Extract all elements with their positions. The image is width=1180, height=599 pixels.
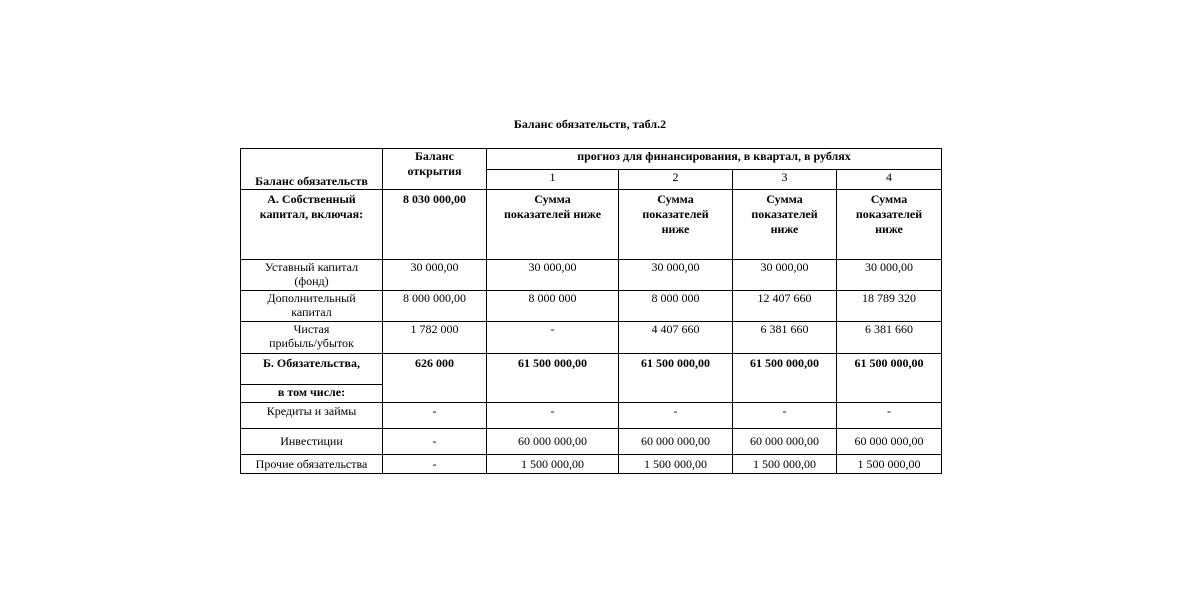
section-a-q1-line2: показателей ниже [503, 207, 602, 221]
row-q2: 4 407 660 [619, 322, 733, 354]
row-q2: 60 000 000,00 [619, 429, 733, 455]
table-row [241, 429, 942, 455]
row-q2: - [619, 403, 733, 429]
row-q1: 8 000 000 [487, 291, 619, 322]
section-a-q1 [487, 190, 619, 260]
section-a-q3-line2: показателей [751, 207, 818, 221]
row-label-line1: Уставный капитал [264, 260, 359, 274]
row-q1: 30 000,00 [487, 260, 619, 291]
section-b-q4: 61 500 000,00 [837, 354, 942, 403]
table-row [241, 455, 942, 474]
section-a-q4 [837, 190, 942, 260]
row-q3: 1 500 000,00 [733, 455, 837, 474]
row-label-line1: Чистая [293, 322, 330, 336]
header-label-cell [241, 149, 383, 190]
section-a-q2-line1: Сумма [657, 192, 694, 206]
row-q1: 60 000 000,00 [487, 429, 619, 455]
row-q3: 12 407 660 [733, 291, 837, 322]
table-caption: Баланс обязательств, табл.2 [513, 117, 667, 131]
section-b-q1: 61 500 000,00 [487, 354, 619, 403]
section-b-row [241, 354, 942, 385]
section-a-q3 [733, 190, 837, 260]
row-label: Кредиты и займы [241, 403, 383, 429]
row-q1: - [487, 322, 619, 354]
row-q4: - [837, 403, 942, 429]
section-a-label-line1: А. Собственный [267, 192, 356, 206]
row-q2: 8 000 000 [619, 291, 733, 322]
table-row [241, 260, 942, 291]
row-q4: 1 500 000,00 [837, 455, 942, 474]
section-a-q2 [619, 190, 733, 260]
header-label: Баланс обязательств [255, 174, 368, 188]
row-q3: - [733, 403, 837, 429]
section-a-q3-line1: Сумма [766, 192, 803, 206]
table-row [241, 322, 942, 354]
row-label [241, 322, 383, 354]
section-a-q4-line3: ниже [875, 222, 903, 236]
row-label [241, 260, 383, 291]
row-q1: 1 500 000,00 [487, 455, 619, 474]
header-opening-line2: открытия [407, 164, 462, 178]
row-q3: 60 000 000,00 [733, 429, 837, 455]
row-q4: 18 789 320 [837, 291, 942, 322]
row-opening: 8 000 000,00 [383, 291, 487, 322]
row-q4: 6 381 660 [837, 322, 942, 354]
header-opening-cell [383, 149, 487, 190]
row-opening: - [383, 429, 487, 455]
section-a-q1-line1: Сумма [534, 192, 571, 206]
row-q1: - [487, 403, 619, 429]
section-b-q3: 61 500 000,00 [733, 354, 837, 403]
section-b-label: Б. Обязательства, [241, 354, 383, 385]
row-opening: - [383, 455, 487, 474]
liabilities-balance-table [240, 148, 942, 474]
header-quarter-4: 4 [837, 169, 942, 190]
row-label-line2: (фонд) [294, 274, 329, 288]
row-q4: 60 000 000,00 [837, 429, 942, 455]
section-a-q4-line2: показателей [855, 207, 923, 221]
row-label-line2: прибыль/убыток [269, 336, 354, 350]
row-label: Инвестиции [241, 429, 383, 455]
row-label [241, 291, 383, 322]
row-opening: 30 000,00 [383, 260, 487, 291]
header-opening-line1: Баланс [414, 149, 454, 163]
section-a-label [241, 190, 383, 260]
section-a-q4-line1: Сумма [870, 192, 908, 206]
section-a-opening: 8 030 000,00 [383, 190, 487, 260]
header-row [241, 149, 942, 170]
section-b-sublabel: в том числе: [241, 385, 383, 403]
row-label-line1: Дополнительный [267, 291, 356, 305]
row-label: Прочие обязательства [241, 455, 383, 474]
section-a-label-line2: капитал, включая: [259, 207, 364, 221]
row-q2: 30 000,00 [619, 260, 733, 291]
row-q4: 30 000,00 [837, 260, 942, 291]
row-label-line2: капитал [291, 305, 332, 319]
header-quarter-3: 3 [733, 169, 837, 190]
row-opening: 1 782 000 [383, 322, 487, 354]
section-b-opening: 626 000 [383, 354, 487, 403]
section-a-q3-line3: ниже [770, 222, 799, 236]
section-a-row [241, 190, 942, 260]
section-a-q2-line2: показателей [642, 207, 709, 221]
row-q3: 30 000,00 [733, 260, 837, 291]
row-q3: 6 381 660 [733, 322, 837, 354]
header-quarter-1: 1 [487, 169, 619, 190]
table-row [241, 291, 942, 322]
table-row [241, 403, 942, 429]
row-opening: - [383, 403, 487, 429]
section-b-q2: 61 500 000,00 [619, 354, 733, 403]
row-q2: 1 500 000,00 [619, 455, 733, 474]
header-quarter-2: 2 [619, 169, 733, 190]
section-a-q2-line3: ниже [661, 222, 690, 236]
header-forecast: прогноз для финансирования, в квартал, в рублях [487, 149, 942, 170]
